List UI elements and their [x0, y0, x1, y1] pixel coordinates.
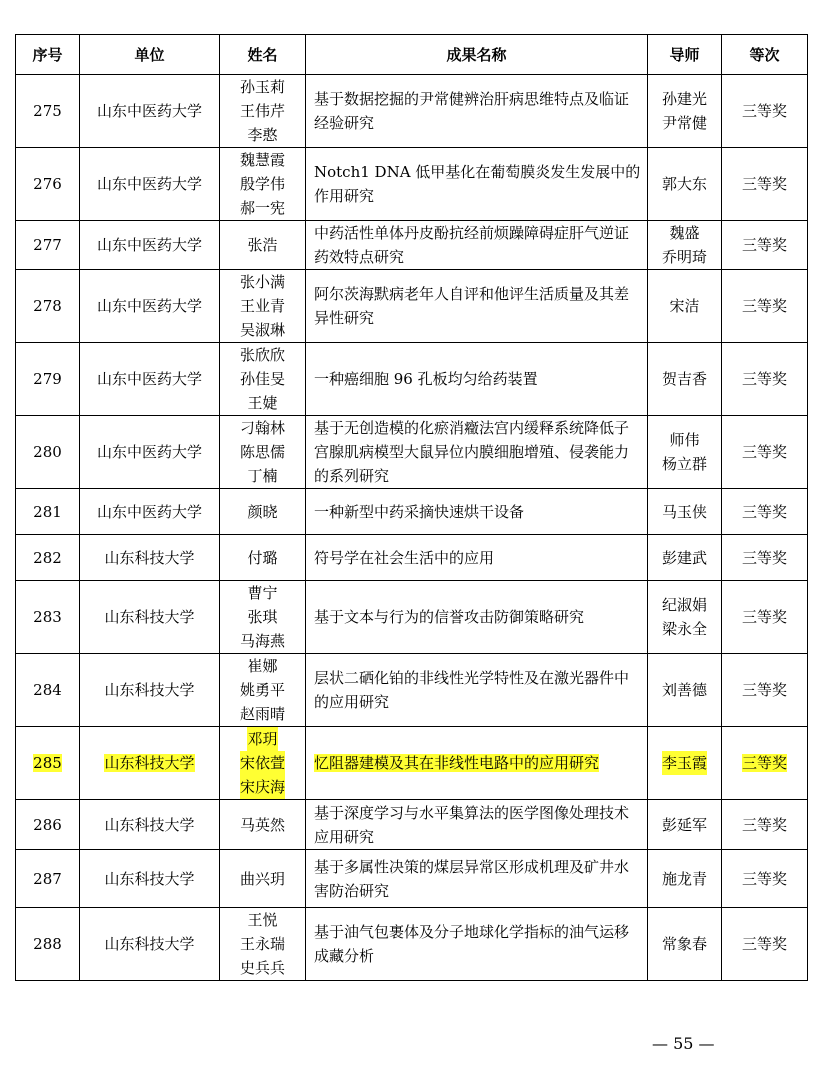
- cell-award: [722, 221, 808, 270]
- name-list: [222, 581, 303, 653]
- cell-title: [306, 75, 648, 148]
- row-title: 层状二硒化铂的非线性光学特性及在激光器件中的应用研究: [314, 669, 630, 711]
- advisor-list: [650, 751, 719, 775]
- cell-advisors: [648, 727, 722, 800]
- advisor-name: 梁永全: [661, 620, 707, 638]
- cell-advisors: [648, 75, 722, 148]
- cell-index: [16, 800, 80, 850]
- name-list: [222, 343, 303, 415]
- cell-unit: [80, 221, 220, 270]
- table-row: [16, 850, 808, 908]
- award-table: [15, 34, 808, 981]
- row-unit: 山东科技大学: [104, 815, 195, 834]
- row-title: 符号学在社会生活中的应用: [314, 548, 495, 567]
- row-unit: 山东中医药大学: [96, 502, 202, 521]
- cell-title: [306, 416, 648, 489]
- cell-award: [722, 535, 808, 581]
- cell-title: [306, 148, 648, 221]
- cell-advisors: [648, 343, 722, 416]
- student-name: 张欣欣: [239, 346, 285, 364]
- row-index: 275: [33, 102, 62, 120]
- header-index: 序号: [16, 35, 80, 75]
- student-name: 宋庆海: [240, 775, 285, 799]
- student-name: 史兵兵: [239, 959, 285, 977]
- name-list: [222, 867, 303, 891]
- cell-unit: [80, 581, 220, 654]
- cell-index: [16, 416, 80, 489]
- cell-names: [220, 343, 306, 416]
- advisor-list: [650, 294, 719, 318]
- cell-names: [220, 416, 306, 489]
- cell-award: [722, 75, 808, 148]
- advisor-list: [650, 813, 719, 837]
- row-unit: 山东中医药大学: [96, 370, 202, 388]
- cell-award: [722, 654, 808, 727]
- row-index: 287: [33, 869, 62, 888]
- student-name: 殷学伟: [239, 175, 285, 193]
- row-index: 279: [33, 370, 62, 388]
- advisor-list: [650, 593, 719, 641]
- cell-title: [306, 221, 648, 270]
- cell-title: [306, 489, 648, 535]
- row-index: 283: [33, 608, 62, 626]
- advisor-list: [650, 87, 719, 135]
- advisor-name: 尹常健: [661, 114, 707, 132]
- name-list: [222, 908, 303, 980]
- cell-names: [220, 581, 306, 654]
- name-list: [222, 148, 303, 220]
- cell-award: [722, 727, 808, 800]
- cell-index: [16, 489, 80, 535]
- cell-advisors: [648, 800, 722, 850]
- advisor-list: [650, 428, 719, 476]
- row-award: 三等奖: [741, 102, 787, 120]
- row-index: 288: [33, 935, 62, 953]
- advisor-list: [650, 221, 719, 269]
- header-advisor: 导师: [648, 35, 722, 75]
- cell-advisors: [648, 148, 722, 221]
- cell-advisors: [648, 908, 722, 981]
- row-unit: 山东科技大学: [104, 935, 195, 953]
- advisor-name: 乔明琦: [661, 248, 707, 266]
- student-name: 王婕: [247, 394, 278, 412]
- cell-index: [16, 221, 80, 270]
- cell-advisors: [648, 581, 722, 654]
- table-row: [16, 343, 808, 416]
- cell-names: [220, 75, 306, 148]
- advisor-list: [650, 546, 719, 570]
- row-unit: 山东科技大学: [104, 608, 195, 626]
- cell-award: [722, 343, 808, 416]
- student-name: 邓玥: [247, 727, 277, 751]
- cell-index: [16, 727, 80, 800]
- student-name: 付璐: [247, 548, 278, 567]
- row-title: 基于多属性决策的煤层异常区形成机理及矿井水害防治研究: [314, 857, 630, 900]
- cell-award: [722, 270, 808, 343]
- cell-names: [220, 535, 306, 581]
- advisor-list: [650, 932, 719, 956]
- advisor-name: 宋洁: [669, 297, 700, 315]
- student-name: 宋依萱: [240, 751, 285, 775]
- student-name: 刁翰林: [239, 419, 285, 437]
- row-unit: 山东科技大学: [104, 681, 195, 699]
- row-title: 基于数据挖掘的尹常健辨治肝病思维特点及临证经验研究: [314, 90, 630, 132]
- row-index: 286: [33, 815, 62, 834]
- row-unit: 山东中医药大学: [96, 175, 202, 193]
- student-name: 孙佳旻: [239, 370, 285, 388]
- table-row: [16, 148, 808, 221]
- advisor-name: 魏盛: [669, 224, 700, 242]
- cell-unit: [80, 654, 220, 727]
- name-list: [222, 813, 303, 837]
- cell-title: [306, 850, 648, 908]
- cell-unit: [80, 908, 220, 981]
- row-award: 三等奖: [741, 608, 787, 626]
- cell-names: [220, 221, 306, 270]
- row-title: 一种癌细胞 96 孔板均匀给药装置: [314, 370, 538, 388]
- row-index: 276: [33, 175, 62, 193]
- cell-advisors: [648, 221, 722, 270]
- row-index: 277: [33, 236, 62, 254]
- table-row: [16, 727, 808, 800]
- row-title: 中药活性单体丹皮酚抗经前烦躁障碍症肝气逆证药效特点研究: [314, 224, 630, 266]
- advisor-name: 施龙青: [661, 869, 707, 888]
- row-award: 三等奖: [741, 297, 787, 315]
- student-name: 颜晓: [247, 502, 278, 521]
- row-title: 基于无创造模的化瘀消癥法宫内缓释系统降低子宫腺肌病模型大鼠异位内膜细胞增殖、侵袭能力的系列研究: [314, 419, 630, 485]
- cell-index: [16, 270, 80, 343]
- row-award: 三等奖: [741, 502, 787, 521]
- row-title: 基于油气包裹体及分子地球化学指标的油气运移成藏分析: [314, 923, 630, 965]
- cell-index: [16, 850, 80, 908]
- table-row: [16, 75, 808, 148]
- advisor-list: [650, 172, 719, 196]
- name-list: [222, 75, 303, 147]
- header-unit: 单位: [80, 35, 220, 75]
- cell-award: [722, 800, 808, 850]
- cell-unit: [80, 343, 220, 416]
- row-index: 281: [33, 502, 62, 521]
- cell-index: [16, 581, 80, 654]
- name-list: [222, 270, 303, 342]
- cell-award: [722, 416, 808, 489]
- advisor-list: [650, 367, 719, 391]
- cell-award: [722, 908, 808, 981]
- advisor-name: 贺吉香: [661, 370, 707, 388]
- advisor-list: [650, 500, 719, 524]
- row-unit: 山东科技大学: [104, 869, 195, 888]
- row-title: 阿尔茨海默病老年人自评和他评生活质量及其差异性研究: [314, 285, 630, 327]
- header-names: 姓名: [220, 35, 306, 75]
- student-name: 魏慧霞: [239, 151, 285, 169]
- cell-advisors: [648, 270, 722, 343]
- table-row: [16, 221, 808, 270]
- row-award: 三等奖: [741, 681, 787, 699]
- cell-index: [16, 75, 80, 148]
- cell-unit: [80, 148, 220, 221]
- cell-award: [722, 489, 808, 535]
- cell-names: [220, 800, 306, 850]
- student-name: 曲兴玥: [239, 869, 285, 888]
- advisor-name: 常象春: [661, 935, 707, 953]
- student-name: 李憨: [247, 126, 278, 144]
- cell-unit: [80, 489, 220, 535]
- cell-names: [220, 727, 306, 800]
- advisor-name: 彭建武: [661, 548, 707, 567]
- row-title: 基于深度学习与水平集算法的医学图像处理技术应用研究: [314, 803, 630, 846]
- cell-unit: [80, 75, 220, 148]
- name-list: [222, 500, 303, 524]
- advisor-name: 郭大东: [661, 175, 707, 193]
- row-title: 忆阻器建模及其在非线性电路中的应用研究: [314, 754, 600, 772]
- name-list: [222, 416, 303, 488]
- cell-title: [306, 581, 648, 654]
- cell-index: [16, 535, 80, 581]
- advisor-name: 李玉霞: [662, 751, 707, 775]
- advisor-name: 刘善德: [661, 681, 707, 699]
- row-award: 三等奖: [741, 236, 787, 254]
- cell-advisors: [648, 416, 722, 489]
- name-list: [222, 546, 303, 570]
- cell-advisors: [648, 654, 722, 727]
- advisor-name: 杨立群: [661, 455, 707, 473]
- student-name: 孙玉莉: [239, 78, 285, 96]
- row-unit: 山东中医药大学: [96, 102, 202, 120]
- table-header-row: [16, 35, 808, 75]
- cell-names: [220, 148, 306, 221]
- table-row: [16, 416, 808, 489]
- advisor-name: 彭延军: [661, 815, 707, 834]
- row-index: 280: [33, 443, 62, 461]
- student-name: 张小满: [239, 273, 285, 291]
- header-award: 等次: [722, 35, 808, 75]
- advisor-list: [650, 678, 719, 702]
- row-award: 三等奖: [741, 548, 787, 567]
- row-unit: 山东科技大学: [104, 754, 195, 772]
- student-name: 赵雨晴: [239, 705, 285, 723]
- cell-names: [220, 850, 306, 908]
- row-award: 三等奖: [741, 443, 787, 461]
- row-index: 278: [33, 297, 62, 315]
- cell-unit: [80, 850, 220, 908]
- row-award: 三等奖: [741, 935, 787, 953]
- cell-title: [306, 654, 648, 727]
- cell-title: [306, 343, 648, 416]
- row-unit: 山东中医药大学: [96, 443, 202, 461]
- table-row: [16, 535, 808, 581]
- advisor-name: 马玉侠: [661, 502, 707, 521]
- cell-advisors: [648, 489, 722, 535]
- row-award: 三等奖: [741, 370, 787, 388]
- student-name: 王永瑞: [239, 935, 285, 953]
- row-unit: 山东科技大学: [104, 548, 195, 567]
- table-row: [16, 270, 808, 343]
- row-award: 三等奖: [741, 869, 787, 888]
- table-row: [16, 908, 808, 981]
- cell-advisors: [648, 535, 722, 581]
- student-name: 王悦: [247, 911, 278, 929]
- cell-title: [306, 727, 648, 800]
- student-name: 王业青: [239, 297, 285, 315]
- cell-index: [16, 654, 80, 727]
- row-title: Notch1 DNA 低甲基化在葡萄膜炎发生发展中的作用研究: [314, 163, 641, 205]
- student-name: 马海燕: [239, 632, 285, 650]
- name-list: [222, 727, 303, 799]
- cell-title: [306, 908, 648, 981]
- cell-index: [16, 148, 80, 221]
- advisor-name: 纪淑娟: [661, 596, 707, 614]
- row-unit: 山东中医药大学: [96, 236, 202, 254]
- advisor-list: [650, 867, 719, 891]
- student-name: 姚勇平: [239, 681, 285, 699]
- cell-names: [220, 489, 306, 535]
- cell-title: [306, 800, 648, 850]
- student-name: 丁楠: [247, 467, 278, 485]
- row-index: 282: [33, 548, 62, 567]
- cell-advisors: [648, 850, 722, 908]
- student-name: 张浩: [247, 236, 278, 254]
- student-name: 马英然: [239, 815, 285, 834]
- cell-index: [16, 908, 80, 981]
- row-title: 一种新型中药采摘快速烘干设备: [314, 502, 525, 521]
- cell-award: [722, 148, 808, 221]
- student-name: 王伟芹: [239, 102, 285, 120]
- row-title: 基于文本与行为的信誉攻击防御策略研究: [314, 608, 585, 626]
- row-award: 三等奖: [741, 815, 787, 834]
- cell-unit: [80, 727, 220, 800]
- cell-unit: [80, 535, 220, 581]
- table-row: [16, 489, 808, 535]
- student-name: 崔娜: [247, 657, 278, 675]
- advisor-name: 师伟: [669, 431, 700, 449]
- cell-unit: [80, 416, 220, 489]
- table-row: [16, 654, 808, 727]
- page-number: — 55 —: [652, 1034, 715, 1053]
- cell-award: [722, 850, 808, 908]
- student-name: 陈思儒: [239, 443, 285, 461]
- row-index: 284: [33, 681, 62, 699]
- name-list: [222, 233, 303, 257]
- row-unit: 山东中医药大学: [96, 297, 202, 315]
- cell-award: [722, 581, 808, 654]
- student-name: 张琪: [247, 608, 278, 626]
- header-title: 成果名称: [306, 35, 648, 75]
- row-award: 三等奖: [741, 754, 787, 772]
- cell-title: [306, 270, 648, 343]
- student-name: 吴淑琳: [239, 321, 285, 339]
- cell-unit: [80, 270, 220, 343]
- name-list: [222, 654, 303, 726]
- table-row: [16, 800, 808, 850]
- cell-names: [220, 908, 306, 981]
- cell-names: [220, 270, 306, 343]
- table-row: [16, 581, 808, 654]
- cell-names: [220, 654, 306, 727]
- student-name: 郝一宪: [239, 199, 285, 217]
- student-name: 曹宁: [247, 584, 278, 602]
- advisor-name: 孙建光: [661, 90, 707, 108]
- cell-unit: [80, 800, 220, 850]
- cell-index: [16, 343, 80, 416]
- cell-title: [306, 535, 648, 581]
- row-index: 285: [33, 754, 62, 772]
- row-award: 三等奖: [741, 175, 787, 193]
- table-body: [16, 75, 808, 981]
